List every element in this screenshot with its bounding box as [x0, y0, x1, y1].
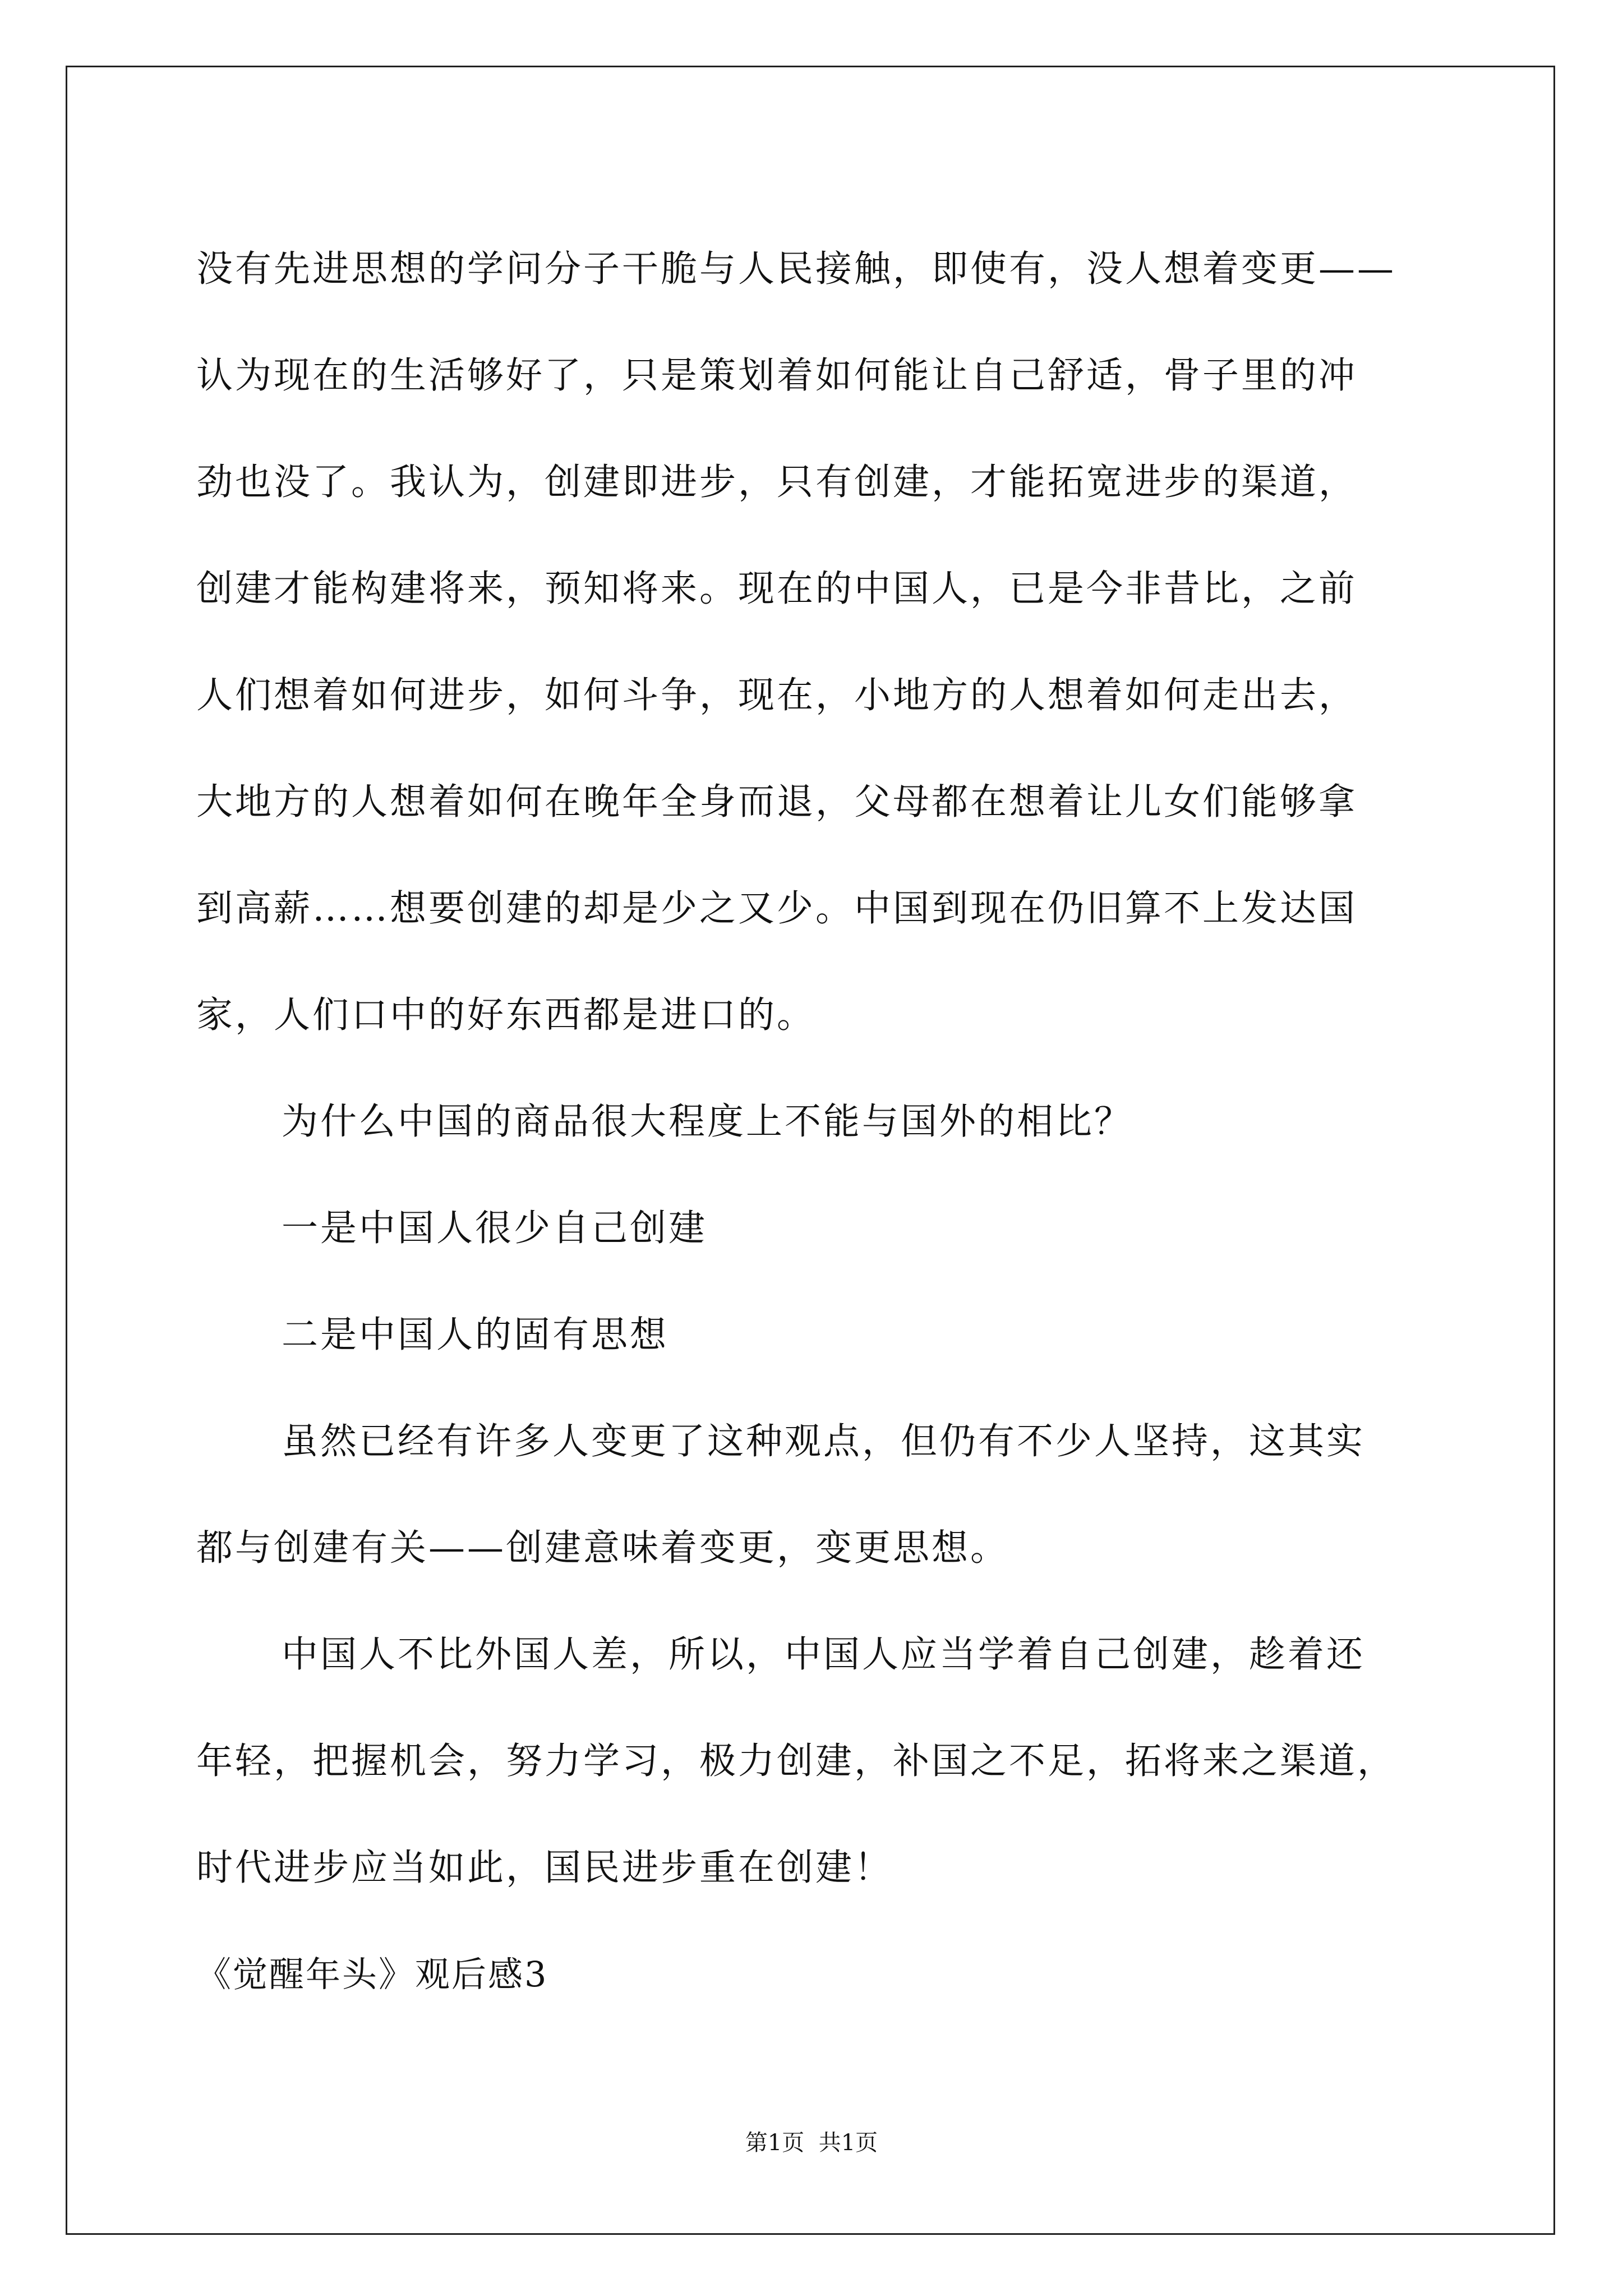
section-heading: 《觉醒年头》观后感3 [196, 1954, 548, 1995]
text-line: 虽然已经有许多人变更了这种观点，但仍有不少人坚持，这其实 [282, 1420, 1366, 1462]
text-line: 中国人不比外国人差，所以，中国人应当学着自己创建，趁着还 [282, 1634, 1366, 1676]
page-footer: 第1页 共1页 [745, 2130, 878, 2156]
text-line: 都与创建有关——创建意味着变更，变更思想。 [196, 1527, 1009, 1569]
reason-two: 二是中国人的固有思想 [282, 1314, 669, 1356]
text-line: 认为现在的生活够好了，只是策划着如何能让自己舒适，骨子里的冲 [196, 355, 1358, 397]
text-line: 没有先进思想的学问分子干脆与人民接触，即使有，没人想着变更—— [196, 248, 1396, 290]
text-line: 家，人们口中的好东西都是进口的。 [196, 994, 816, 1036]
text-line: 时代进步应当如此，国民进步重在创建！ [196, 1847, 893, 1889]
document-body [196, 216, 1430, 2028]
text-line: 到高薪……想要创建的却是少之又少。中国到现在仍旧算不上发达国 [196, 887, 1358, 930]
text-line: 劲也没了。我认为，创建即进步，只有创建，才能拓宽进步的渠道， [196, 461, 1358, 503]
text-line: 大地方的人想着如何在晚年全身而退，父母都在想着让儿女们能够拿 [196, 781, 1358, 823]
text-line: 年轻，把握机会，努力学习，极力创建，补国之不足，拓将来之渠道， [196, 1740, 1396, 1782]
text-line: 创建才能构建将来，预知将来。现在的中国人，已是今非昔比，之前 [196, 568, 1358, 610]
text-line: 人们想着如何进步，如何斗争，现在，小地方的人想着如何走出去， [196, 674, 1358, 716]
question-paragraph: 为什么中国的商品很大程度上不能与国外的相比？ [282, 1101, 1133, 1143]
reason-one: 一是中国人很少自己创建 [282, 1207, 708, 1249]
